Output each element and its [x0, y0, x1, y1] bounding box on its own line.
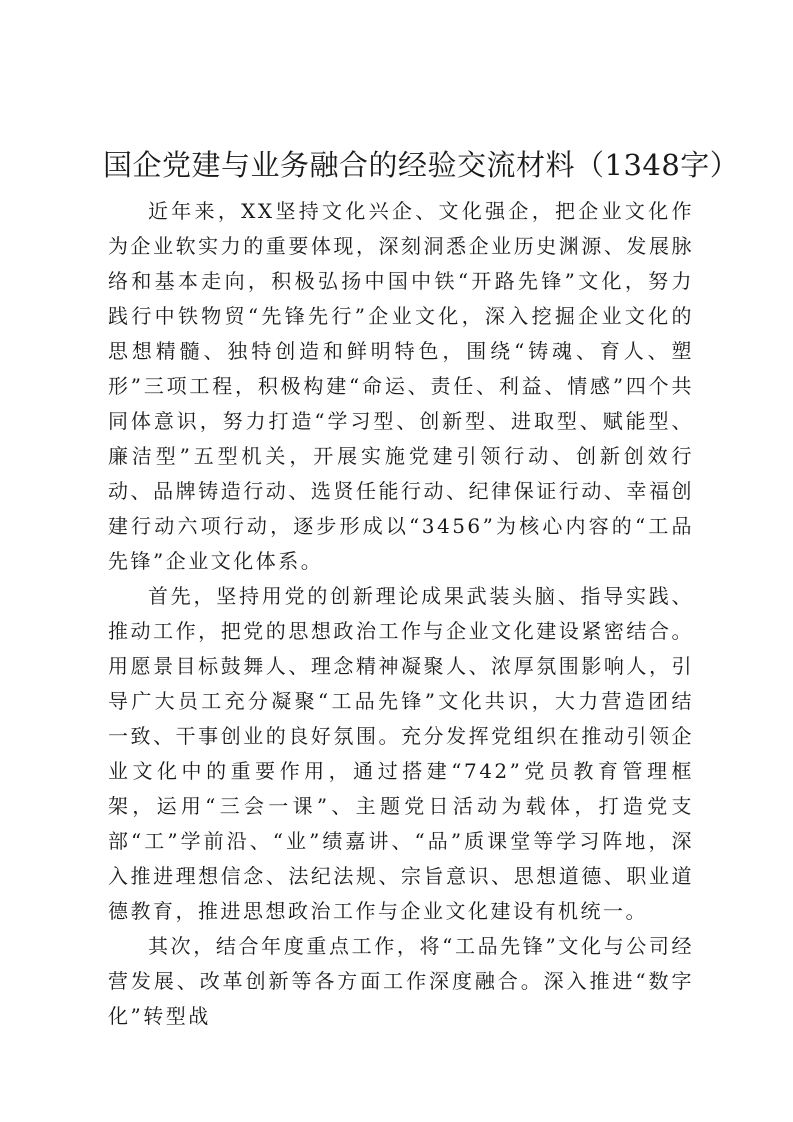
paragraph-intro: 近年来，XX坚持文化兴企、文化强企，把企业文化作为企业软实力的重要体现，深刻洞悉企业历史渊源、发展脉络和基本走向，积极弘扬中国中铁“开路先锋”文化，努力践行中铁物贸“先锋先行”企业文化，深入挖掘企业文化的思想精髓、独特创造和鲜明特色，围绕“铸魂、育人、塑形”三项工程，积极构建“命运、责任、利益、情感”四个共同体意识，努力打造“学习型、创新型、进取型、赋能型、廉洁型”五型机关，开展实施党建引领行动、创新创效行动、品牌铸造行动、选贤任能行动、纪律保证行动、幸福创建行动六项行动，逐步形成以“3456”为核心内容的“工品先锋”企业文化体系。 [108, 199, 694, 573]
document-body [108, 194, 694, 1034]
paragraph-first: 首先，坚持用党的创新理论成果武装头脑、指导实践、推动工作，把党的思想政治工作与企业文化建设紧密结合。用愿景目标鼓舞人、理念精神凝聚人、浓厚氛围影响人，引导广大员工充分凝聚“工品先锋”文化共识，大力营造团结一致、干事创业的良好氛围。充分发挥党组织在推动引领企业文化中的重要作用，通过搭建“742”党员教育管理框架，运用“三会一课”、主题党日活动为载体，打造党支部“工”学前沿、“业”绩嘉讲、“品”质课堂等学习阵地，深入推进理想信念、法纪法规、宗旨意识、思想道德、职业道德教育，推进思想政治工作与企业文化建设有机统一。 [108, 584, 694, 923]
paragraph-second: 其次，结合年度重点工作，将“工品先锋”文化与公司经营发展、改革创新等各方面工作深度融合。深入推进“数字化”转型战 [108, 934, 694, 1028]
document-title: 国企党建与业务融合的经验交流材料（1348字） [103, 148, 740, 182]
